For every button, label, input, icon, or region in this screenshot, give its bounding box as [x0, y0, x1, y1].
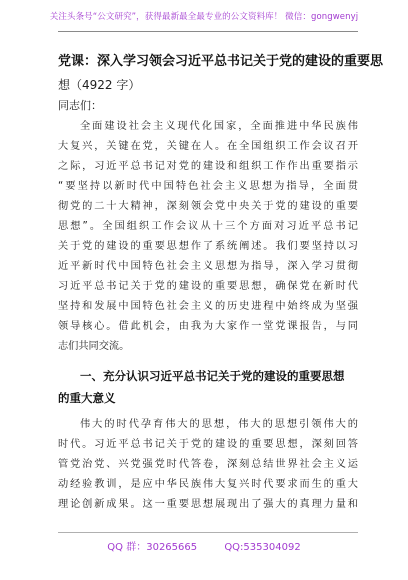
paragraph-line: 之际，习近平总书记对党的建设和组织工作作出重要指示 — [58, 161, 358, 172]
paragraph-line: 思想”。全国组织工作会议从十三个方面对习近平总书记 — [58, 221, 358, 232]
section-heading: 一、充分认识习近平总书记关于党的建设的重要思想 — [80, 369, 345, 383]
greeting: 同志们： — [58, 99, 102, 112]
paragraph-line: 彻党的二十大精神，深刻领会党中央关于党的建设的重要 — [58, 201, 358, 212]
footer-divider — [58, 532, 358, 533]
paragraph-line: 动经验教训，是应中华民族伟大复兴时代要求而生的重大 — [58, 479, 358, 490]
section-heading-continued: 的重大意义 — [58, 391, 116, 405]
paragraph-line: “要坚持以新时代中国特色社会主义思想为指导，全面贯 — [58, 181, 358, 192]
paragraph-line: 管党治党、兴党强党时代答卷，深刻总结世界社会主义运 — [58, 459, 358, 470]
footer-qq-group: QQ 群：30265665 — [107, 542, 198, 553]
document-title: 党课：深入学习领会习近平总书记关于党的建设的重要思 — [58, 54, 384, 69]
page-footer — [0, 538, 408, 553]
paragraph-line: 近平新时代中国特色社会主义思想为指导，深入学习贯彻 — [58, 261, 358, 272]
paragraph-line: 关于党的建设的重要思想作了系统阐述。我们要坚持以习 — [58, 241, 358, 252]
document-title-continued: 想（4922 字） — [58, 78, 141, 92]
header-divider — [58, 31, 358, 32]
paragraph-line: 时代。习近平总书记关于党的建设的重要思想，深刻回答 — [58, 439, 358, 450]
paragraph-line: 全面建设社会主义现代化国家，全面推进中华民族伟 — [80, 121, 358, 132]
paragraph-line: 大复兴，关键在党，关键在人。在全国组织工作会议召开 — [58, 141, 358, 152]
paragraph-line: 伟大的时代孕育伟大的思想，伟大的思想引领伟大的 — [80, 419, 358, 430]
paragraph-line: 领导核心。借此机会，由我为大家作一堂党课报告，与同 — [58, 321, 358, 332]
paragraph-line: 习近平总书记关于党的建设的重要思想，确保党在新时代 — [58, 281, 358, 292]
paragraph-line: 坚持和发展中国特色社会主义的历史进程中始终成为坚强 — [58, 301, 358, 312]
page-header: 关注头条号“公文研究”，获得最新最全最专业的公文资料库！ 微信：gongwenyj — [49, 12, 359, 22]
paragraph-line: 理论创新成果。这一重要思想展现出了强大的真理力量和 — [58, 499, 358, 510]
footer-qq-number: QQ:535304092 — [224, 542, 301, 553]
paragraph-line: 志们共同交流。 — [58, 341, 130, 352]
